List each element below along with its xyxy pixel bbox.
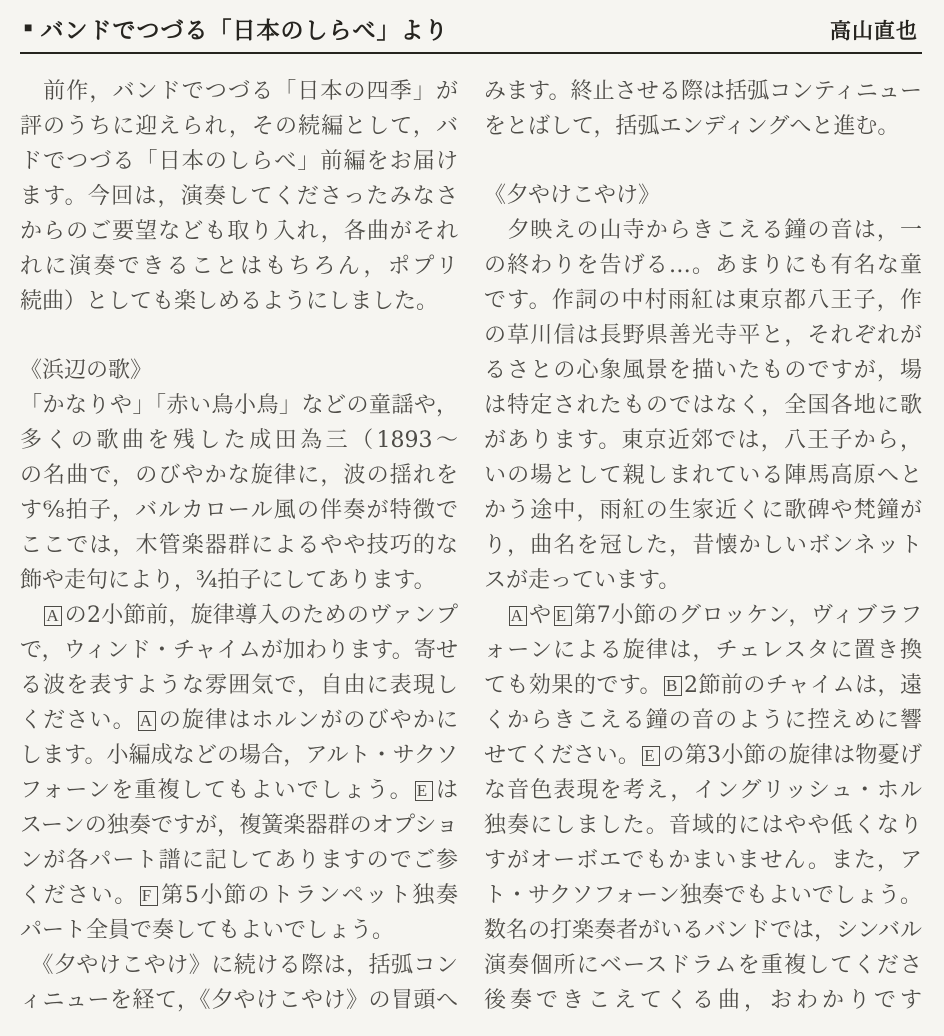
text-line: り，曲名を冠した，昔懐かしいボンネット xyxy=(484,533,922,558)
text-line: スーンの独奏ですが，複簧楽器群のオプショ xyxy=(20,813,458,838)
text-line: ても効果的です。 B 2節前のチャイムは，遠 xyxy=(484,673,922,698)
text-line: ます。今回は，演奏してくださったみなさ xyxy=(20,184,458,209)
text-line: す⁶⁄₈拍子，バルカロール風の伴奏が特徴で xyxy=(20,498,458,523)
text-line: 多くの歌曲を残した成田為三（1893～ xyxy=(20,428,458,453)
rehearsal-mark-box: A xyxy=(44,606,62,626)
paragraph xyxy=(20,388,458,598)
text-line: な音色表現を考え，イングリッシュ・ホル xyxy=(484,778,922,803)
header-divider xyxy=(20,52,922,54)
text-line: る波を表すような雰囲気で，自由に表現し xyxy=(20,673,458,698)
rehearsal-mark-box: A xyxy=(509,606,527,626)
text-line: くからきこえる鐘の音のように控えめに響 xyxy=(484,708,922,733)
text-line: れに演奏できることはもちろん，ポプリ xyxy=(20,254,458,279)
song-section-heading: 《夕やけこやけ》 xyxy=(484,183,661,208)
article-title-text: バンドでつづる「日本のしらべ」より xyxy=(40,17,449,43)
text-line: スが走っています。 xyxy=(484,568,681,593)
text-line: の終わりを告げる…。あまりにも有名な童 xyxy=(484,253,922,278)
text-line: で，ウィンド・チャイムが加わります。寄せ xyxy=(20,638,458,663)
rehearsal-mark-box: B xyxy=(664,676,682,696)
text-line: ここでは，木管楽器群によるやや技巧的な xyxy=(20,533,458,558)
two-column-layout xyxy=(20,74,922,1018)
text-line: A や E 第7小節のグロッケン，ヴィブラフ xyxy=(510,603,922,628)
text-line: 独奏にしました。音域的にはやや低くなり xyxy=(484,813,922,838)
paragraph xyxy=(484,74,922,144)
text-line: は特定されたものではなく，全国各地に歌 xyxy=(484,393,922,418)
text-line: からのご要望なども取り入れ，各曲がそれ xyxy=(20,219,458,244)
text-line: A の2小節前，旋律導入のためのヴァンプ xyxy=(46,603,458,628)
song-section-heading: 《浜辺の歌》 xyxy=(20,358,153,383)
rehearsal-mark-box: A xyxy=(138,711,156,731)
text-line: ください。 F 第5小節のトランペット独奏 xyxy=(20,883,458,908)
paragraph xyxy=(484,213,922,598)
text-line: があります。東京近郊では，八王子から， xyxy=(484,428,922,453)
text-line: します。小編成などの場合，アルト・サクソ xyxy=(20,743,458,768)
text-line: 《夕やけこやけ》に続ける際は，括弧コン xyxy=(42,953,458,978)
text-line: ンが各パート譜に記してありますのでご参 xyxy=(20,848,458,873)
text-line: パート全員で奏してもよいでしょう。 xyxy=(20,918,395,943)
paragraph xyxy=(20,74,458,319)
square-bullet-icon: ■ xyxy=(24,18,34,35)
text-line: 前作，バンドでつづる「日本の四季」が xyxy=(43,79,458,104)
article-title xyxy=(24,12,448,45)
text-line: 夕映えの山寺からきこえる鐘の音は，一 xyxy=(507,218,922,243)
author-name: 高山直也 xyxy=(830,20,918,43)
rehearsal-mark-box: F xyxy=(140,886,158,906)
paragraph xyxy=(484,598,922,1018)
text-line: いの場として親しまれている陣馬高原へと xyxy=(484,463,922,488)
text-line: るさとの心象風景を描いたものですが，場 xyxy=(484,358,922,383)
text-line: をとばして，括弧エンディングへと進む。 xyxy=(484,114,900,139)
left-column xyxy=(20,74,458,1018)
text-line: 評のうちに迎えられ，その続編として，バ xyxy=(20,114,458,139)
text-line: ィニューを経て，《夕やけこやけ》の冒頭へ xyxy=(20,988,458,1013)
paragraph xyxy=(20,598,458,948)
text-line: ォーンによる旋律は，チェレスタに置き換 xyxy=(484,638,922,663)
text-line: 数名の打楽奏者がいるバンドでは，シンバル xyxy=(484,918,922,943)
text-line: 演奏個所にベースドラムを重複してくださ xyxy=(484,953,922,978)
text-line: 後奏できこえてくる曲，おわかりです xyxy=(484,988,922,1013)
text-line: ください。 A の旋律はホルンがのびやかに xyxy=(20,708,458,733)
rehearsal-mark-box: E xyxy=(642,746,660,766)
text-line: ト・サクソフォーン独奏でもよいでしょう。 xyxy=(484,883,922,908)
text-line: ドでつづる「日本のしらべ」前編をお届け xyxy=(20,149,458,174)
text-line: 「かなりや」「赤い鳥小鳥」などの童謡や， xyxy=(20,393,458,418)
text-line: 飾や走句により，¾拍子にしてあります。 xyxy=(20,568,436,593)
text-line: かう途中，雨紅の生家近くに歌碑や梵鐘が xyxy=(484,498,922,523)
text-line: の草川信は長野県善光寺平と，それぞれが xyxy=(484,323,922,348)
text-line: すがオーボエでもかまいません。また，ア xyxy=(484,848,922,873)
right-column xyxy=(484,74,922,1018)
rehearsal-mark-box: E xyxy=(554,606,572,626)
text-line: みます。終止させる際は括弧コンティニュー xyxy=(484,79,922,104)
text-line: です。作詞の中村雨紅は東京都八王子，作 xyxy=(484,288,922,313)
text-line: 続曲）としても楽しめるようにしました。 xyxy=(20,289,439,314)
text-line: の名曲で，のびやかな旋律に，波の揺れを xyxy=(20,463,458,488)
paragraph xyxy=(20,948,458,1018)
page-header xyxy=(20,10,922,45)
rehearsal-mark-box: E xyxy=(415,781,433,801)
text-line: フォーンを重複してもよいでしょう。 E は xyxy=(20,778,458,803)
text-line: せてください。 E の第3小節の旋律は物憂げ xyxy=(484,743,922,768)
